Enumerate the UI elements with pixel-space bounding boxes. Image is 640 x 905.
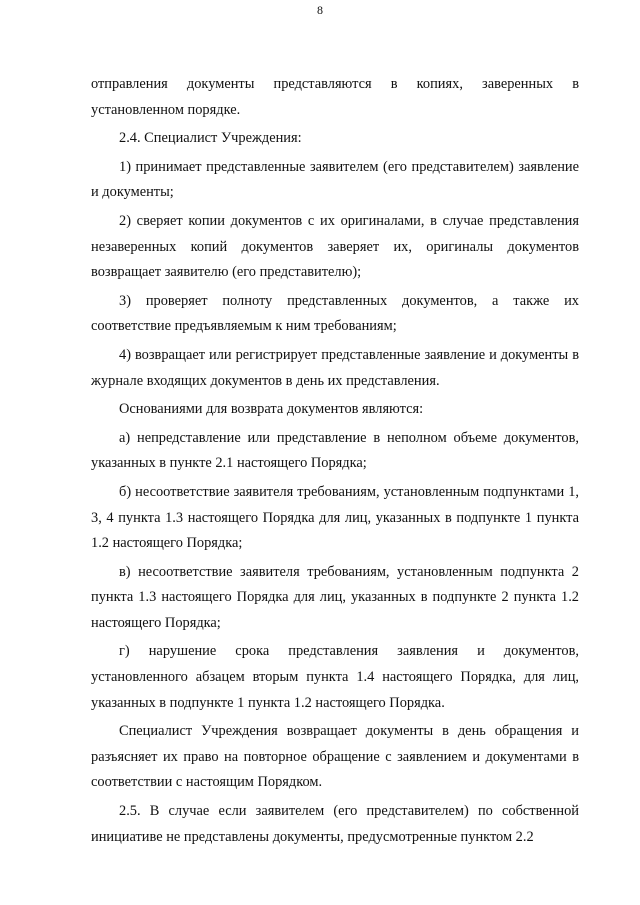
paragraph-ground-g: г) нарушение срока представления заявления и документов, установленного абзацем вторым пункта 1.4 настоящего Порядка, для лиц, указанных в подпункте 1 пункта 1.2 настоящего Порядка. [91,643,579,711]
paragraph-item-1: 1) принимает представленные заявителем (его представителем) заявление и документы; [91,158,579,201]
paragraph-section-2-5: 2.5. В случае если заявителем (его представителем) по собственной инициативе не представлены документы, предусмотренные пунктом 2.2 [91,803,579,845]
paragraph-item-3: 3) проверяет полноту представленных документов, а также их соответствие предъявляемым к ним требованиям; [91,292,579,335]
document-body [91,72,579,853]
paragraph-ground-a: а) непредставление или представление в неполном объеме документов, указанных в пункте 2.1 настоящего Порядка; [91,429,579,472]
paragraph-item-2: 2) сверяет копии документов с их оригиналами, в случае представления незаверенных копий документов заверяет их, оригиналы документов возвращает заявителю (его представителю); [91,212,579,281]
page-number: 8 [317,3,323,17]
paragraph-return-grounds-heading: Основаниями для возврата документов являются: [119,401,424,418]
paragraph-continuation: отправления документы представляются в копиях, заверенных в установленном порядке. [91,76,579,118]
paragraph-ground-b: б) несоответствие заявителя требованиям, установленным подпунктами 1, 3, 4 пункта 1.3 настоящего Порядка для лиц, указанных в подпункте 1 пункта 1.2 настоящего Порядка; [91,483,579,552]
paragraph-specialist-returns: Специалист Учреждения возвращает документы в день обращения и разъясняет их право на повторное обращение с заявлением и документами в соответствии с настоящим Порядком. [91,723,579,791]
paragraph-ground-v: в) несоответствие заявителя требованиям, установленным подпункта 2 пункта 1.3 настоящего Порядка для лиц, указанных в подпункте 2 пункта 1.2 настоящего Порядка; [91,563,579,631]
paragraph-item-4: 4) возвращает или регистрирует представленные заявление и документы в журнале входящих документов в день их представления. [91,346,579,389]
paragraph-section-2-4-heading: 2.4. Специалист Учреждения: [119,130,302,147]
